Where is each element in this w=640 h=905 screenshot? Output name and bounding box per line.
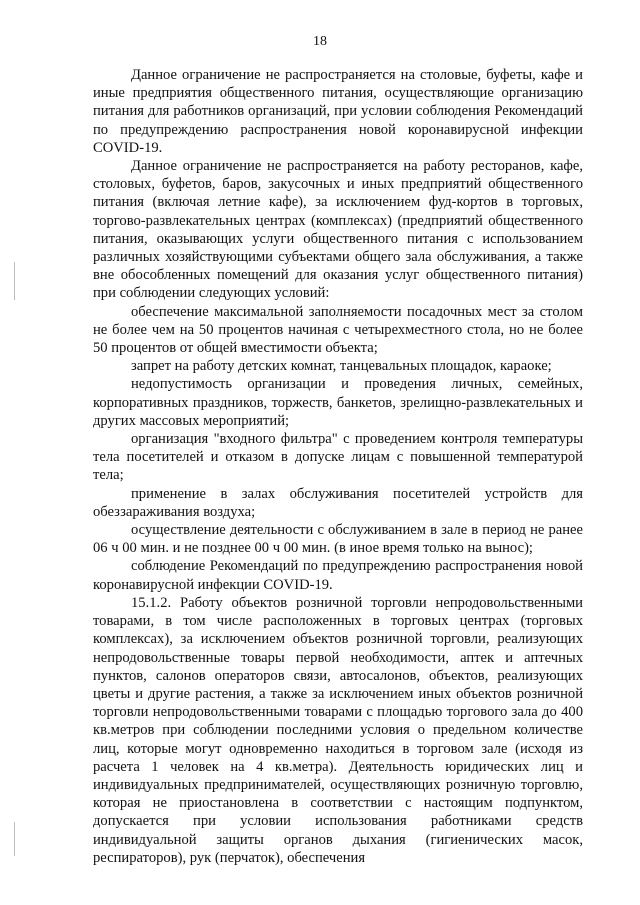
paragraph: 15.1.2. Работу объектов розничной торговли непродовольственными товарами, в том числе расположенных в торговых центрах (торговых комплексах), за исключением объектов розничной торговли, реализующих непродовольственные товары первой необходимости, аптек и аптечных пунктов, салонов операторов связи, автосалонов, объектов, реализующих цветы и другие растения, а также за исключением иных объектов розничной торговли непродовольственными товарами с площадью торгового зала до 400 кв.метров при соблюдении последними условия о предельном количестве лиц, которые могут одновременно находиться в торговом зале (исходя из расчета 1 человек на 4 кв.метра). Деятельность юридических лиц и индивидуальных предпринимателей, осуществляющих розничную торговлю, которая не приостановлена в соответствии с настоящим подпунктом, допускается при условии использования работниками средств индивидуальной защиты органов дыхания (гигиенических масок, респираторов), рук (перчаток), обеспечения xyxy=(93,594,583,866)
paragraph: Данное ограничение не распространяется на работу ресторанов, кафе, столовых, буфетов, баров, закусочных и иных предприятий общественного питания (включая летние кафе), за исключением фуд-кортов в торговых, торгово-развлекательных центрах (комплексах) (предприятий общественного питания, оказывающих услуги общественного питания с использованием различных хозяйствующими субъектами общего зала обслуживания, а также вне обособленных помещений для оказания услуг общественного питания) при соблюдении следующих условий: xyxy=(93,158,583,302)
paragraph: запрет на работу детских комнат, танцевальных площадок, караоке; xyxy=(131,358,552,375)
paragraph: организация "входного фильтра" с проведением контроля температуры тела посетителей и отказом в допуске лицам с повышенной температурой тела; xyxy=(93,431,583,484)
page-number: 18 xyxy=(313,34,327,49)
paragraph: соблюдение Рекомендаций по предупреждению распространения новой коронавирусной инфекции COVID-19. xyxy=(93,558,583,593)
scan-margin-mark xyxy=(14,822,15,856)
paragraph: Данное ограничение не распространяется на столовые, буфеты, кафе и иные предприятия общественного питания, осуществляющие организацию питания для работников организаций, при условии соблюдения Рекомендаций по предупреждению распространения новой коронавирусной инфекции COVID-19. xyxy=(93,67,583,156)
paragraph: недопустимость организации и проведения личных, семейных, корпоративных праздников, торжеств, банкетов, зрелищно-развлекательных и других массовых мероприятий; xyxy=(93,376,583,429)
paragraph: применение в залах обслуживания посетителей устройств для обеззараживания воздуха; xyxy=(93,485,583,520)
scan-margin-mark xyxy=(14,262,15,300)
paragraph: осуществление деятельности с обслуживанием в зале в период не ранее 06 ч 00 мин. и не позднее 00 ч 00 мин. (в иное время только на вынос); xyxy=(93,522,583,557)
document-body xyxy=(93,66,583,867)
paragraph: обеспечение максимальной заполняемости посадочных мест за столом не более чем на 50 процентов начиная с четырехместного стола, но не более 50 процентов от общей вместимости объекта; xyxy=(93,303,583,357)
